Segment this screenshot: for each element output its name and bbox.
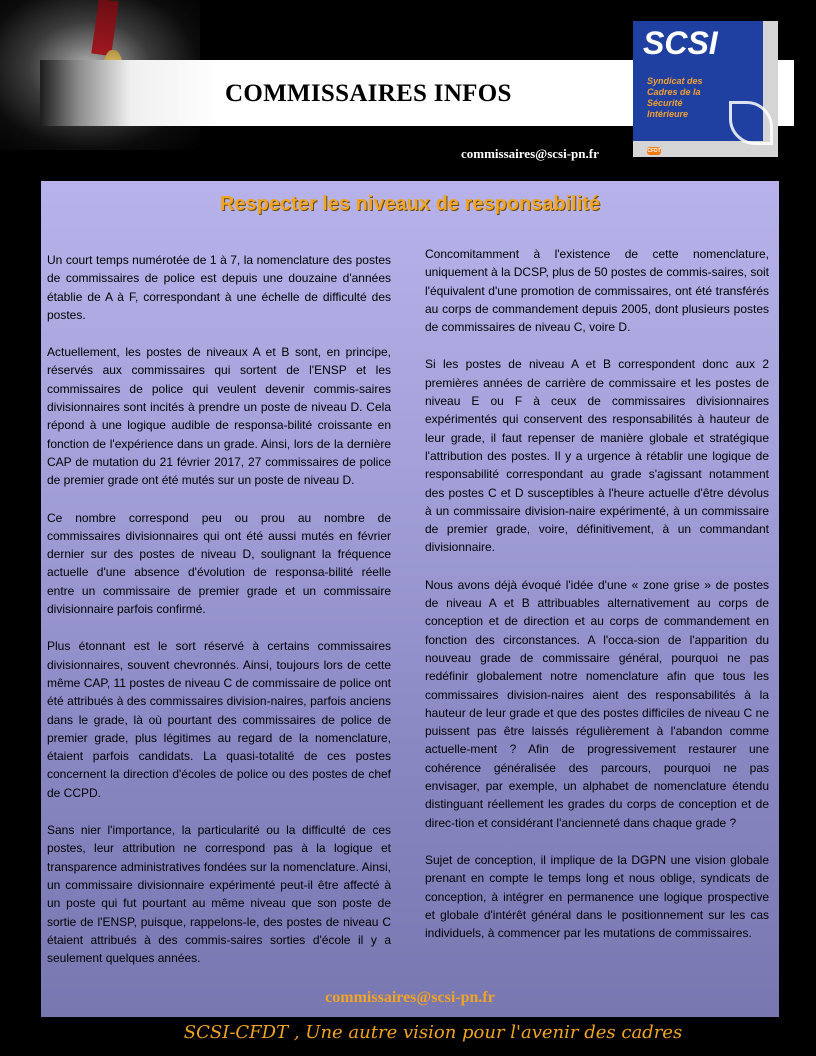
right-paragraph-3: Nous avons déjà évoqué l'idée d'une « zone grise » de postes de niveau A et B attribuables alternativement au corps de conception et de direction et au corps de commandement en fonction des circonstances. A l'occa-sion de l'apparition du nouveau grade de commissaire général, pourquoi ne pas redéfinir globalement notre nomenclature afin que tous les commissaires division-naires aient des responsabilités à la hauteur de leur grade et que des postes difficiles de niveau C ne puissent pas être laissés régulièrement à l'abandon comme actuelle-ment ? Afin de progressivement restaurer une cohérence généralisée des parcours, pourquoi ne pas envisager, par exemple, un alphabet de nomenclature étendu distinguant réellement les grades du corps de conception et de direc-tion et considérant l'ancienneté dans chaque grade ?: [425, 577, 769, 830]
left-paragraph-1: Un court temps numérotée de 1 à 7, la nomenclature des postes de commissaires de police est depuis une douzaine d'années établie de A à F, correspondant à une échelle de difficulté des postes.: [47, 253, 391, 322]
newsletter-title: COMMISSAIRES INFOS: [225, 80, 512, 107]
article-right-column: [425, 245, 769, 961]
logo-name: SCSI: [643, 25, 718, 61]
logo-subtitle-line-4: Intérieure: [647, 109, 689, 119]
scsi-logo: [633, 21, 778, 157]
header-email-link[interactable]: commissaires@scsi-pn.fr: [461, 146, 599, 161]
logo-subtitle-line-3: Sécurité: [647, 98, 683, 108]
article-footer-email-link[interactable]: commissaires@scsi-pn.fr: [325, 989, 495, 1006]
logo-subtitle-line-1: Syndicat des: [647, 76, 703, 86]
right-paragraph-2: Si les postes de niveau A et B correspondent donc aux 2 premières années de carrière de commissaire et les postes de niveau E ou F à ceux de commissaires divisionnaires expérimentés qui conservent des responsabilités à hauteur de leur grade, il faut repenser de manière globale et stratégique l'attribution des postes. Il y a urgence à rétablir une logique de responsabilité correspondant au grade s'agissant notamment des postes C et D susceptibles à l'heure actuelle d'être dévolus à un commissaire division-naire expérimenté, à un commissaire de premier grade, voire, définitivement, à un commandant divisionnaire.: [425, 357, 769, 555]
medal-ribbon: [91, 0, 118, 56]
left-paragraph-4: Plus étonnant est le sort réservé à certains commissaires divisionnaires, souvent chevronnés. Ainsi, toujours lors de cette même CAP, 11 postes de niveau C de commissaire de police ont été attribués à des commissaires division-naires, parfois anciens dans le grade, là où pourtant des commissaires de police de premier grade, plus légitimes au regard de la nomenclature, étaient parfois candidats. La quasi-totalité de ces postes concernent la direction d'écoles de police ou des postes de chef de CCPD.: [47, 639, 391, 800]
article-headline: Respecter les niveaux de responsabilité: [219, 193, 601, 215]
right-paragraph-1: Concomitamment à l'existence de cette nomenclature, uniquement à la DCSP, plus de 50 postes de commis-saires, soit l'équivalent d'une promotion de commissaires, ont été transférés au corps de commandement depuis 2005, dont plusieurs postes de commissaires de niveau C, voire D.: [425, 247, 769, 335]
left-paragraph-2: Actuellement, les postes de niveaux A et B sont, en principe, réservés aux commissaires qui sortent de l'ENSP et les commissaires de police qui veulent devenir commis-saires divisionnaires sont incités à prendre un poste de niveau D. Cela répond à une logique audible de responsa-bilité croissante en fonction de l'expérience dans un grade. Ainsi, lors de la dernière CAP de mutation du 21 février 2017, 27 commissaires de police de premier grade ont été mutés sur un poste de niveau D.: [47, 345, 391, 488]
footer-slogan: SCSI-CFDT , Une autre vision pour l'avenir des cadres: [183, 1022, 683, 1043]
article-panel: [41, 181, 779, 1017]
logo-subtitle-line-2: Cadres de la: [647, 87, 701, 97]
left-paragraph-3: Ce nombre correspond peu ou prou au nombre de commissaires divisionnaires qui ont été aussi mutés en février dernier sur des postes de niveau D, soulignant la fréquence actuelle d'une absence d'évolution de responsa-bilité réelle entre un commissaire de premier grade et un commissaire divisionnaire parfois confirmé.: [47, 510, 391, 617]
article-left-column: [47, 251, 391, 986]
left-paragraph-5: Sans nier l'importance, la particularité ou la difficulté de ces postes, leur attribution ne correspond pas à la logique et transparence administratives fondées sur la nomenclature. Ainsi, un commissaire divisionnaire expérimenté peut-il être affecté à un poste qui fut pourtant au même niveau que son poste de sortie de l'ENSP, puisque, rappelons-le, des postes de niveau C étaient attribués à des commis-saires sorties d'école il y a seulement quelques années.: [47, 823, 391, 966]
logo-subtitle: [647, 76, 727, 120]
cfdt-badge: CFDT: [647, 148, 661, 154]
right-paragraph-4: Sujet de conception, il implique de la DGPN une vision globale prenant en compte le temps long et nous oblige, syndicats de conception, à intégrer en permanence une logique prospective et globale d'intérêt général dans le positionnement sur les cas individuels, à commencer par les mutations de commissaires.: [425, 852, 769, 941]
